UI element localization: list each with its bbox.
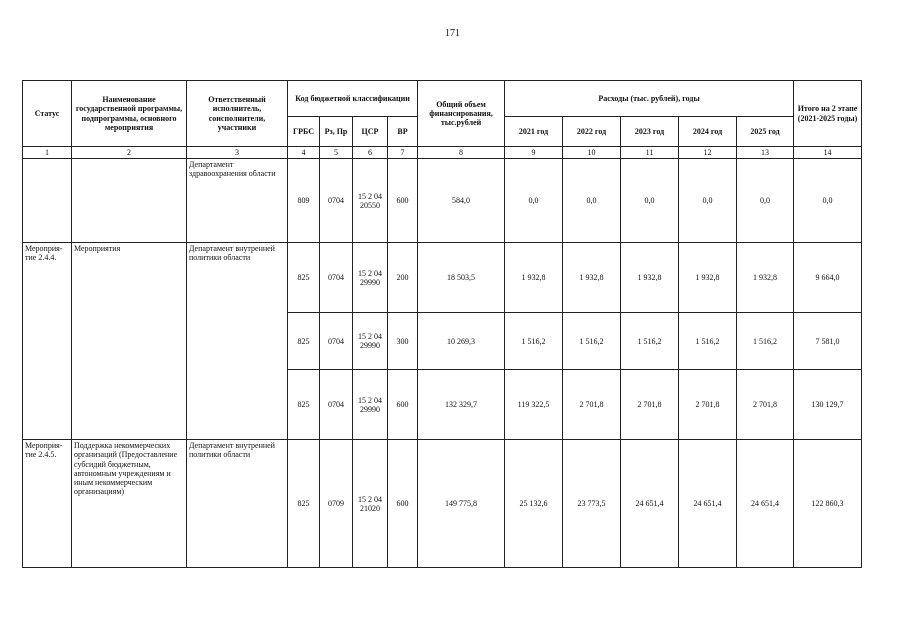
row-2024: 1 516,2: [679, 313, 737, 370]
row-2023: 24 651,4: [621, 440, 679, 568]
row-2021: 119 322,5: [505, 370, 563, 440]
header-2025: 2025 год: [737, 117, 794, 147]
row-csr: 15 2 04 29990: [353, 370, 388, 440]
header-vr: ВР: [388, 117, 418, 147]
row-grbs: 825: [288, 243, 320, 313]
row-csr: 15 2 04 29990: [353, 243, 388, 313]
row-name: [72, 159, 187, 243]
row-2022: 2 701,8: [563, 370, 621, 440]
row-2021: 1 516,2: [505, 313, 563, 370]
page-number: 171: [445, 28, 460, 39]
column-number: 6: [353, 147, 388, 159]
row-2024: 0,0: [679, 159, 737, 243]
column-number: 1: [23, 147, 72, 159]
row-2023: 0,0: [621, 159, 679, 243]
header-2022: 2022 год: [563, 117, 621, 147]
row-rzpr: 0704: [320, 370, 353, 440]
header-expenses: Расходы (тыс. рублей), годы: [505, 81, 794, 117]
row-2022: 1 932,8: [563, 243, 621, 313]
row-2025: 0,0: [737, 159, 794, 243]
row-2025: 2 701,8: [737, 370, 794, 440]
row-name: Мероприятия: [72, 243, 187, 440]
row-vr: 600: [388, 440, 418, 568]
row-stage-total: 122 860,3: [794, 440, 862, 568]
header-csr: ЦСР: [353, 117, 388, 147]
row-rzpr: 0709: [320, 440, 353, 568]
row-vr: 600: [388, 159, 418, 243]
row-vr: 200: [388, 243, 418, 313]
row-stage-total: 7 581,0: [794, 313, 862, 370]
column-number: 2: [72, 147, 187, 159]
row-status: Мероприя-тие 2.4.4.: [23, 243, 72, 440]
row-2024: 1 932,8: [679, 243, 737, 313]
row-vr: 300: [388, 313, 418, 370]
header-stage-total: Итого на 2 этапе (2021-2025 годы): [794, 81, 862, 147]
row-csr: 15 2 04 21020: [353, 440, 388, 568]
column-number: 5: [320, 147, 353, 159]
header-name: Наименование государственной программы, подпрограммы, основного мероприятия: [72, 81, 187, 147]
row-2022: 23 773,5: [563, 440, 621, 568]
row-stage-total: 0,0: [794, 159, 862, 243]
row-responsible: Департамент здравоохранения области: [187, 159, 288, 243]
row-total: 149 775,8: [418, 440, 505, 568]
row-2022: 0,0: [563, 159, 621, 243]
row-2024: 24 651,4: [679, 440, 737, 568]
row-2025: 1 516,2: [737, 313, 794, 370]
row-grbs: 825: [288, 313, 320, 370]
header-status: Статус: [23, 81, 72, 147]
column-number: 14: [794, 147, 862, 159]
row-grbs: 825: [288, 370, 320, 440]
column-number: 11: [621, 147, 679, 159]
row-grbs: 809: [288, 159, 320, 243]
row-total: 10 269,3: [418, 313, 505, 370]
table-row: [23, 159, 862, 243]
row-2025: 24 651,4: [737, 440, 794, 568]
header-rzpr: Рз, Пр: [320, 117, 353, 147]
row-total: 132 329,7: [418, 370, 505, 440]
column-number: 3: [187, 147, 288, 159]
row-stage-total: 9 664,0: [794, 243, 862, 313]
row-rzpr: 0704: [320, 159, 353, 243]
header-grbs: ГРБС: [288, 117, 320, 147]
row-csr: 15 2 04 20550: [353, 159, 388, 243]
column-number: 7: [388, 147, 418, 159]
header-2024: 2024 год: [679, 117, 737, 147]
row-2023: 1 516,2: [621, 313, 679, 370]
row-total: 584,0: [418, 159, 505, 243]
column-number: 10: [563, 147, 621, 159]
row-grbs: 825: [288, 440, 320, 568]
header-2021: 2021 год: [505, 117, 563, 147]
row-2024: 2 701,8: [679, 370, 737, 440]
row-2021: 25 132,6: [505, 440, 563, 568]
row-2022: 1 516,2: [563, 313, 621, 370]
row-responsible: Департамент внутренней политики области: [187, 440, 288, 568]
row-total: 18 503,5: [418, 243, 505, 313]
column-number: 13: [737, 147, 794, 159]
row-responsible: Департамент внутренней политики области: [187, 243, 288, 440]
column-number: 9: [505, 147, 563, 159]
header-responsible: Ответственный исполнитель, соисполнители, участники: [187, 81, 288, 147]
table-row: [23, 243, 862, 313]
row-2021: 0,0: [505, 159, 563, 243]
header-total-volume: Общий объем финансирования, тыс.рублей: [418, 81, 505, 147]
row-2025: 1 932,8: [737, 243, 794, 313]
row-rzpr: 0704: [320, 243, 353, 313]
column-number: 8: [418, 147, 505, 159]
column-number-row: [23, 147, 862, 159]
column-number: 4: [288, 147, 320, 159]
row-status: [23, 159, 72, 243]
row-stage-total: 130 129,7: [794, 370, 862, 440]
row-2021: 1 932,8: [505, 243, 563, 313]
header-2023: 2023 год: [621, 117, 679, 147]
row-2023: 1 932,8: [621, 243, 679, 313]
header-budget-code: Код бюджетной классификации: [288, 81, 418, 117]
row-2023: 2 701,8: [621, 370, 679, 440]
row-rzpr: 0704: [320, 313, 353, 370]
column-number: 12: [679, 147, 737, 159]
row-status: Мероприя-тие 2.4.5.: [23, 440, 72, 568]
budget-table: [22, 80, 862, 568]
row-vr: 600: [388, 370, 418, 440]
table-row: [23, 440, 862, 568]
row-csr: 15 2 04 29990: [353, 313, 388, 370]
row-name: Поддержка некоммерческих организаций (Предоставление субсидий бюджетным, автономным учреждениям и иным некоммерческим организациям): [72, 440, 187, 568]
